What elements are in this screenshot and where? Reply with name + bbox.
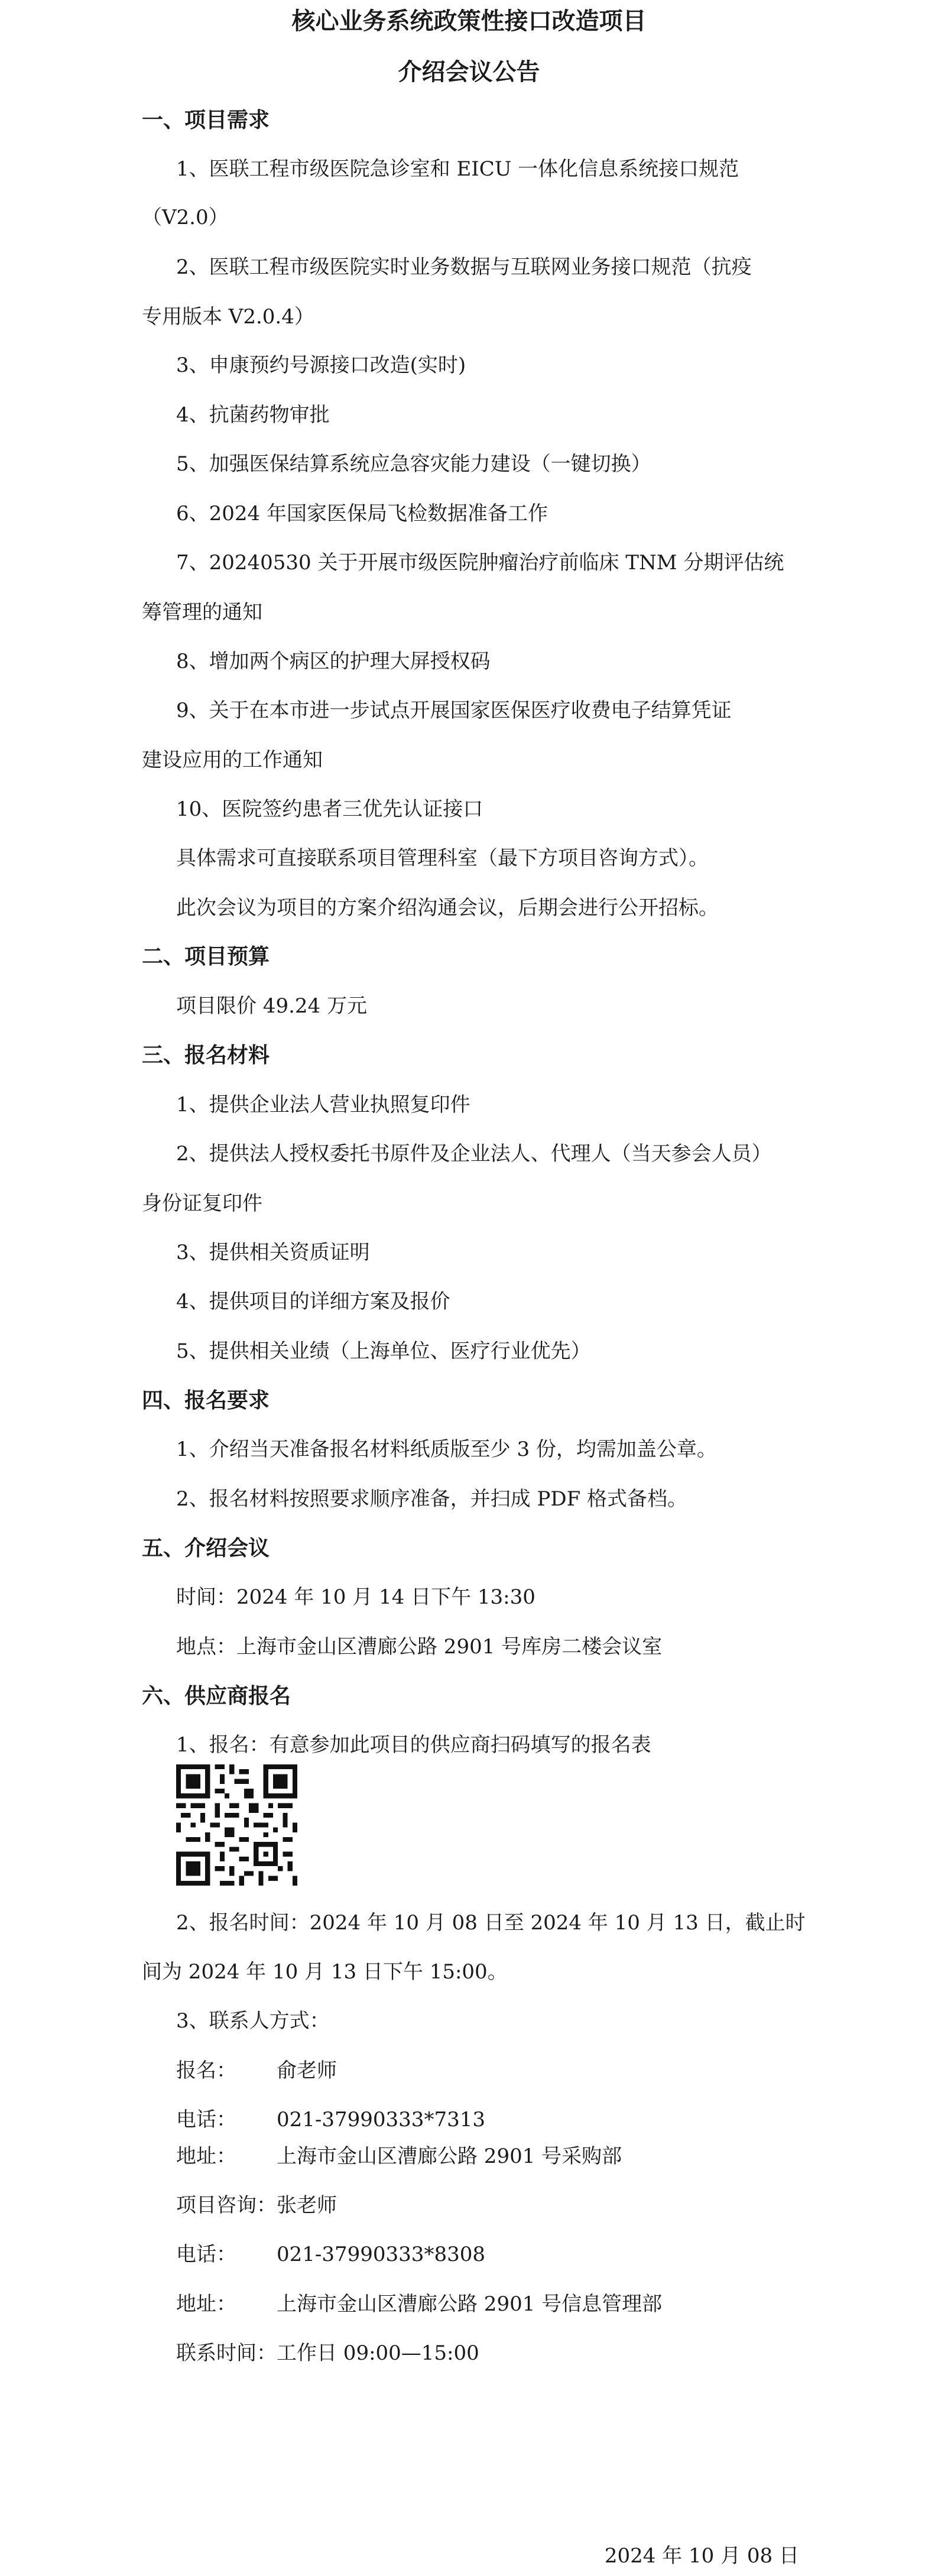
- meeting-place: 地点：上海市金山区漕廊公路 2901 号库房二楼会议室: [176, 1635, 663, 1659]
- meeting-time: 时间：2024 年 10 月 14 日下午 13:30: [176, 1585, 535, 1609]
- requirement-item: 8、增加两个病区的护理大屏授权码: [176, 650, 491, 673]
- consult-phone: 021-37990333*8308: [277, 2243, 485, 2266]
- registration-item-continued: 间为 2024 年 10 月 13 日下午 15:00。: [142, 1960, 508, 1984]
- requirement-item: 1、医联工程市级医院急诊室和 EICU 一体化信息系统接口规范: [176, 157, 739, 181]
- requirement-note: 具体需求可直接联系项目管理科室（最下方项目咨询方式）。: [176, 846, 709, 870]
- requirement-item-continued: （V2.0）: [142, 206, 229, 229]
- page-subtitle: 介绍会议公告: [398, 59, 540, 86]
- material-item: 5、提供相关业绩（上海单位、医疗行业优先）: [176, 1339, 591, 1363]
- project-consult: 项目咨询：张老师: [176, 2194, 337, 2217]
- contact-hours: 联系时间：工作日 09:00—15:00: [176, 2341, 479, 2365]
- requirement-item: 6、2024 年国家医保局飞检数据准备工作: [176, 502, 548, 525]
- contact-phone-label: 电话：: [176, 2108, 236, 2131]
- requirement-item-continued: 专用版本 V2.0.4）: [142, 305, 314, 329]
- registration-item: 1、报名：有意参加此项目的供应商扫码填写的报名表: [176, 1733, 651, 1757]
- page-title: 核心业务系统政策性接口改造项目: [291, 8, 647, 35]
- contact-phone-row: [176, 2103, 485, 2132]
- requirement-item: 10、医院签约患者三优先认证接口: [176, 797, 483, 821]
- contact-registration-label: 报名：: [176, 2059, 236, 2082]
- requirement-item: 9、关于在本市进一步试点开展国家医保医疗收费电子结算凭证: [176, 699, 732, 722]
- consult-address: 上海市金山区漕廊公路 2901 号信息管理部: [277, 2292, 663, 2316]
- material-item: 3、提供相关资质证明: [176, 1241, 370, 1264]
- budget-text: 项目限价 49.24 万元: [176, 994, 367, 1018]
- section-heading-materials: 三、报名材料: [142, 1043, 270, 1068]
- contact-registration-row: [176, 2054, 337, 2083]
- contact-registration-name: 俞老师: [277, 2059, 337, 2082]
- requirement-item-continued: 建设应用的工作通知: [142, 748, 323, 772]
- consult-phone-label: 电话：: [176, 2243, 236, 2266]
- requirement-item: 2、医联工程市级医院实时业务数据与互联网业务接口规范（抗疫: [176, 255, 752, 279]
- material-item: 4、提供项目的详细方案及报价: [176, 1290, 450, 1313]
- section-heading-supplier-registration: 六、供应商报名: [142, 1684, 291, 1708]
- consult-address-row: [176, 2288, 662, 2317]
- contact-heading: 3、联系人方式：: [176, 2009, 330, 2033]
- section-heading-registration-requirements: 四、报名要求: [142, 1388, 270, 1413]
- contact-address-label: 地址：: [176, 2144, 236, 2168]
- requirement-item: 3、申康预约号源接口改造(实时): [176, 353, 466, 377]
- requirement-note: 此次会议为项目的方案介绍沟通会议，后期会进行公开招标。: [176, 896, 719, 920]
- section-heading-meeting: 五、介绍会议: [142, 1536, 270, 1560]
- requirement-item: 5、加强医保结算系统应急容灾能力建设（一键切换）: [176, 452, 651, 476]
- registration-item: 2、报名时间：2024 年 10 月 08 日至 2024 年 10 月 13 日，截止时: [176, 1911, 806, 1935]
- material-item-continued: 身份证复印件: [142, 1192, 262, 1215]
- consult-address-label: 地址：: [176, 2292, 236, 2316]
- consult-phone-row: [176, 2238, 485, 2267]
- contact-phone: 021-37990333*7313: [277, 2108, 485, 2131]
- qr-code-icon[interactable]: [176, 1764, 297, 1886]
- material-item: 2、提供法人授权委托书原件及企业法人、代理人（当天参会人员）: [176, 1142, 772, 1166]
- notice-date: 2024 年 10 月 08 日: [604, 2544, 799, 2568]
- section-heading-requirements: 一、项目需求: [142, 108, 270, 132]
- registration-requirement-item: 1、介绍当天准备报名材料纸质版至少 3 份，均需加盖公章。: [176, 1438, 717, 1461]
- requirement-item: 7、20240530 关于开展市级医院肿瘤治疗前临床 TNM 分期评估统: [176, 551, 784, 575]
- registration-requirement-item: 2、报名材料按照要求顺序准备，并扫成 PDF 格式备档。: [176, 1487, 687, 1511]
- contact-address: 上海市金山区漕廊公路 2901 号采购部: [277, 2144, 622, 2168]
- section-heading-budget: 二、项目预算: [142, 945, 270, 969]
- material-item: 1、提供企业法人营业执照复印件: [176, 1093, 470, 1117]
- requirement-item-continued: 筹管理的通知: [142, 601, 262, 624]
- contact-address-row: [176, 2140, 622, 2169]
- requirement-item: 4、抗菌药物审批: [176, 403, 330, 427]
